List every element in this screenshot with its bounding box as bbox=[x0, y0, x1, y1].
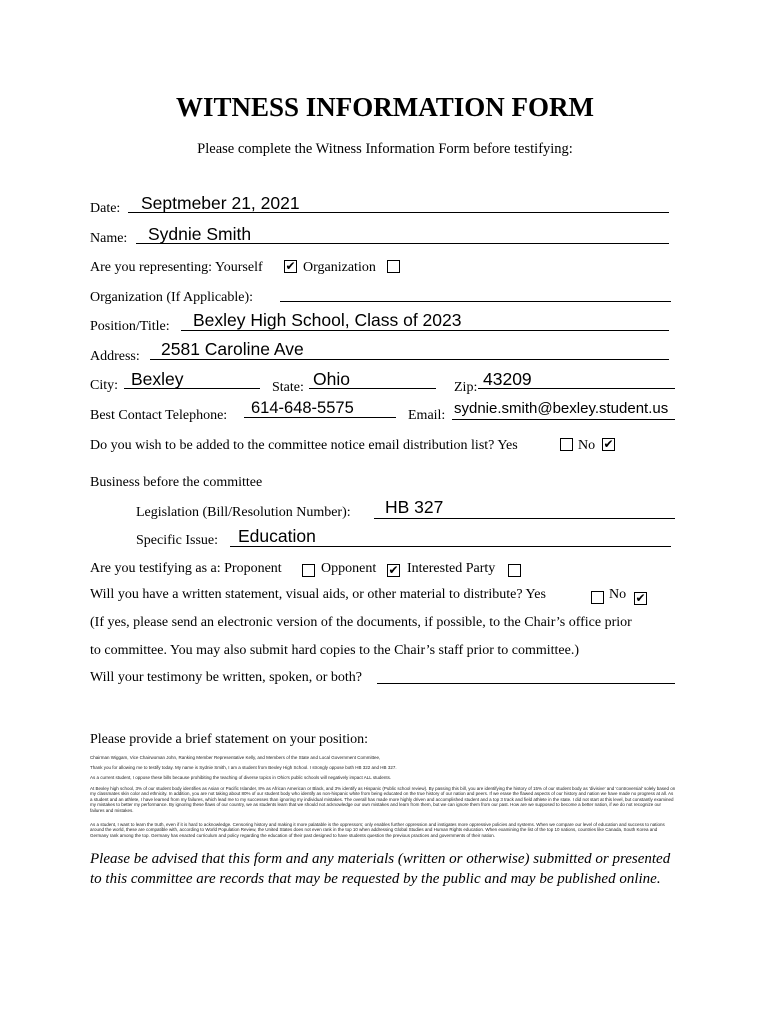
written-no-label: No bbox=[609, 587, 627, 602]
address-label: Address: bbox=[90, 349, 140, 364]
zip-underline bbox=[478, 388, 675, 389]
ifyes-line1: (If yes, please send an electronic version of the documents, if possible, to the Chair’s office prior bbox=[90, 615, 632, 630]
distribution-no-label: No bbox=[578, 438, 596, 453]
city-label: City: bbox=[90, 378, 119, 393]
position-label: Position/Title: bbox=[90, 319, 170, 334]
opponent-checkbox[interactable]: ✔ bbox=[388, 563, 399, 577]
ifyes-line2: to committee. You may also submit hard copies to the Chair’s staff prior to committee.) bbox=[90, 643, 580, 658]
proponent-checkbox[interactable] bbox=[302, 564, 315, 577]
legislation-underline bbox=[374, 518, 675, 519]
yourself-checkbox[interactable]: ✔ bbox=[285, 259, 296, 273]
statement-heading: Please provide a brief statement on your position: bbox=[90, 732, 368, 747]
distribution-yes-checkbox[interactable] bbox=[560, 438, 573, 451]
notice-line2: to this committee are records that may be requested by the public and may be published online. bbox=[90, 871, 661, 887]
representing-label: Are you representing: Yourself bbox=[90, 260, 263, 275]
interested-label: Interested Party bbox=[407, 561, 496, 576]
issue-field[interactable]: Education bbox=[238, 526, 316, 546]
written-label: Will you have a written statement, visual aids, or other material to distribute? Yes bbox=[90, 587, 546, 602]
legislation-label: Legislation (Bill/Resolution Number): bbox=[136, 505, 351, 520]
notice-line1: Please be advised that this form and any materials (written or otherwise) submitted or presented bbox=[90, 851, 671, 867]
written-no-checkbox[interactable]: ✔ bbox=[635, 591, 646, 605]
opponent-label: Opponent bbox=[321, 561, 377, 576]
date-label: Date: bbox=[90, 201, 121, 216]
date-field[interactable]: Septmeber 21, 2021 bbox=[141, 193, 300, 213]
issue-underline bbox=[230, 546, 671, 547]
position-field[interactable]: Bexley High School, Class of 2023 bbox=[193, 310, 462, 330]
phone-label: Best Contact Telephone: bbox=[90, 408, 228, 423]
statement-p5: As a student, I want to learn the truth, even if it is hard to acknowledge. Censoring history and making it more palatable is the oppressors; only enables further oppression and instigates more oppressive policies and systems. When we compare our level of education and success to nations around the world, these are compatible with, according to World Population Review, the United States does not even rank in the top 10 when addressing Global Studies and Human Rights education. When examining the list of the top 10 nations, countries like Canada, South Korea and Germany rank among the top. Germany has enacted curriculum and policy regarding the education of their past designed to have students question the previous practices and governments of their nation. bbox=[90, 822, 665, 838]
city-underline bbox=[124, 388, 260, 389]
address-field[interactable]: 2581 Caroline Ave bbox=[161, 339, 304, 359]
organization-underline bbox=[280, 301, 671, 302]
statement-p2: Thank you for allowing me to testify today. My name is Sydnie Smith, I am a student from Bexley High School. I strongly oppose both HB 322 and HB 327. bbox=[90, 765, 397, 770]
name-underline bbox=[136, 243, 669, 244]
statement-p4: At Bexley high school, 3% of our student body identifies as Asian or Pacific Islander, 8% as African American or Black, and 3% identify as Hispanic (Public school review). By passing this bill, you are identifying the history of 15% of our student body as 'divisive' and 'controversial' solely based on my classmates skin color and ethnicity. In addition, you are not taking about 80% of our student body who identify as non-hispanic white from being educated on the true history of our nation and peers. If we erase the flawed aspects of our history and nation we have made no progress at all. As a student and an athlete, I have learned from my failures, which lead me to my successes than ignoring my individual mistakes. The overall has made more highly driven and accomplished student and a top 3 track and field athlete in the state. I did not start at this level, but constantly examined my mistakes to better my performance. By ignoring these flaws of our country, we as students learn that we should not acknowledge our own mistakes and learn from them, but we can ignore them from our past. How are we supposed to become a better nation, if we do not recognize our failures and mistakes. bbox=[90, 786, 676, 813]
zip-field[interactable]: 43209 bbox=[483, 369, 532, 389]
name-field[interactable]: Sydnie Smith bbox=[148, 224, 252, 244]
city-field[interactable]: Bexley bbox=[131, 369, 184, 389]
email-underline bbox=[452, 419, 675, 420]
written-yes-checkbox[interactable] bbox=[591, 591, 604, 604]
position-underline bbox=[181, 330, 669, 331]
organization-checkbox[interactable] bbox=[387, 260, 400, 273]
statement-p3: As a current student, I oppose these bills because prohibiting the teaching of diverse topics in Ohio's public schools will negatively impact ALL students. bbox=[90, 775, 392, 780]
email-label: Email: bbox=[408, 408, 446, 423]
representing-org-label: Organization bbox=[303, 260, 376, 275]
legislation-field[interactable]: HB 327 bbox=[385, 497, 444, 517]
form-subtitle: Please complete the Witness Information Form before testifying: bbox=[197, 141, 573, 157]
phone-field[interactable]: 614-648-5575 bbox=[251, 399, 354, 417]
date-underline bbox=[128, 212, 669, 213]
phone-underline bbox=[244, 417, 396, 418]
email-field[interactable]: sydnie.smith@bexley.student.us bbox=[454, 400, 669, 417]
distribution-label: Do you wish to be added to the committee notice email distribution list? Yes bbox=[90, 438, 518, 453]
statement-p1: Chairman Wiggam, Vice Chairwoman John, Ranking Member Representative Kelly, and Members of the State and Local Government Committee, bbox=[90, 755, 381, 760]
interested-checkbox[interactable] bbox=[508, 564, 521, 577]
address-underline bbox=[150, 359, 669, 360]
distribution-no-checkbox[interactable]: ✔ bbox=[603, 437, 614, 451]
testimony-label: Will your testimony be written, spoken, or both? bbox=[90, 670, 363, 685]
zip-label: Zip: bbox=[454, 380, 478, 395]
state-label: State: bbox=[272, 380, 304, 395]
issue-label: Specific Issue: bbox=[136, 533, 219, 548]
testimony-underline bbox=[377, 683, 675, 684]
state-underline bbox=[309, 388, 436, 389]
organization-label: Organization (If Applicable): bbox=[90, 290, 254, 305]
form-title: WITNESS INFORMATION FORM bbox=[175, 92, 595, 122]
state-field[interactable]: Ohio bbox=[313, 369, 350, 389]
business-heading: Business before the committee bbox=[90, 475, 263, 490]
testifying-label: Are you testifying as a: Proponent bbox=[90, 561, 282, 576]
name-label: Name: bbox=[90, 231, 128, 246]
